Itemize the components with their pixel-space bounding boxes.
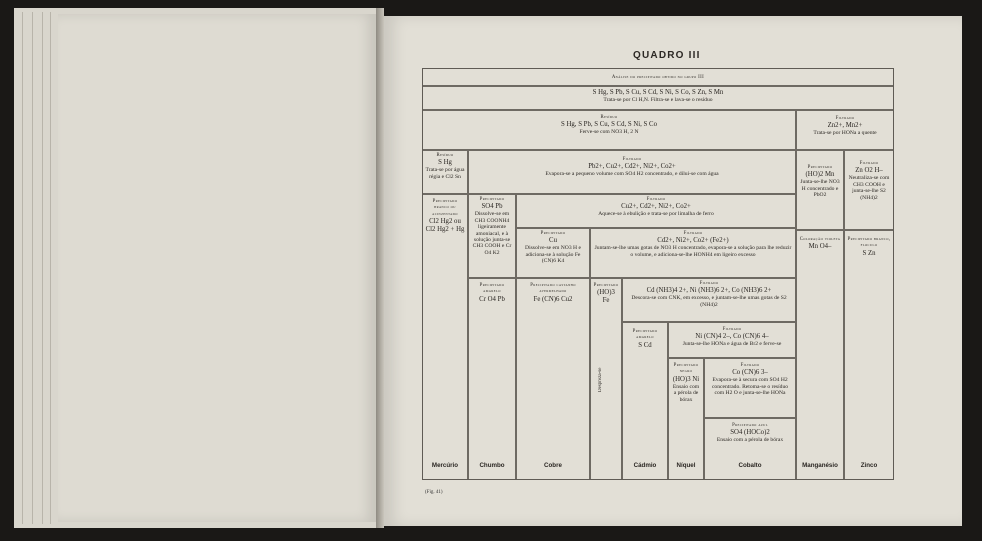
precipitate-mn-text: Junta-se-lhe NO3 H concentrado e PbO2 — [800, 179, 840, 199]
filtrate-pb-text: Evapora-se a pequeno volume com SO4 H2 concentrado, e dilui-se com água — [545, 171, 719, 178]
residue-label: Resíduo — [600, 115, 618, 120]
group-ions: S Hg, S Pb, S Cu, S Cd, S Ni, S Co, S Zn, S Mn — [592, 89, 724, 96]
column-label-zinc: Zinco — [860, 462, 878, 469]
page-edge — [42, 12, 43, 524]
filtrate-ions: Zn2+, Mn2+ — [827, 122, 863, 130]
filtrate-nh3-cell — [622, 278, 796, 322]
precipitate-ni-label: Precipitado negro — [673, 363, 699, 375]
precipitate-cd-label: Precipitado amarelo — [632, 329, 658, 341]
filtrate-cd-ions: Cd2+, Ni2+, Co2+ (Fe2+) — [657, 237, 729, 245]
page-title: QUADRO III — [633, 50, 701, 61]
precipitate-fe-label: Precipitado — [593, 283, 619, 288]
filtrate-nh3-ions: Cd (NH3)4 2+, Ni (NH3)6 2+, Co (NH3)6 2+ — [646, 287, 772, 295]
group-treatment: Trata-se por Cl H,N. Filtra-se e lava-se o resíduo — [603, 97, 713, 103]
discard-label: Despreza-se — [598, 367, 603, 393]
filtrate-text: Trata-se por HONa a quente — [813, 130, 877, 137]
filtrate-zn-mn-cell — [796, 110, 894, 150]
filtrate-co-cell — [704, 358, 796, 418]
filtrate-zn-ions: Zn O2 H– — [855, 167, 883, 175]
filtrate-pb-label: Filtrado — [622, 157, 642, 162]
precipitate-zn-label: Precipitado branco, floculo — [847, 237, 891, 249]
column-label-cadmium: Cádmio — [633, 462, 657, 469]
precipitate-ni-text: Ensaio com a pérola de bórax — [672, 383, 700, 403]
precipitate-hg-cell — [422, 194, 468, 480]
precipitate-cu-cell — [516, 228, 590, 278]
left-page-blank — [58, 14, 376, 522]
precipitate-hg-text: Cl2 Hg2 ou Cl2 Hg2 + Hg — [425, 218, 465, 234]
filtrate-cu-ions: Cu2+, Cd2+, Ni2+, Co2+ — [621, 203, 691, 211]
filtrate-cu-cell — [516, 194, 796, 228]
analysis-header-text: Análise do precipitado obtido no grupo III — [611, 75, 705, 80]
precipitate-blue-text: Ensaio com a pérola de bórax — [716, 437, 784, 444]
precipitate-yellow-pb-label: Precipitado amarelo — [479, 283, 505, 295]
filtrate-cd-label: Filtrado — [683, 231, 703, 236]
filtrate-cu-text: Aquece-se à ebulição e trata-se por limalha de ferro — [598, 211, 714, 218]
precipitate-cu-text: Dissolve-se em NO3 H e adiciona-se à solução Fe (CN)6 K4 — [525, 245, 581, 265]
filtrate-co-ions: Co (CN)6 3– — [732, 369, 768, 377]
precipitate-zn-cell — [844, 230, 894, 480]
precipitate-hg-label: Precipitado branco ou acinzentado — [432, 199, 458, 217]
column-label-mercury: Mercúrio — [431, 462, 459, 469]
residue-cell — [422, 110, 796, 150]
filtrate-zn-label: Filtrado — [859, 161, 879, 166]
precipitate-cd-ions: S Cd — [638, 341, 652, 349]
precipitate-mn-label: Precipitado — [807, 165, 833, 170]
precipitate-brown-cell — [516, 278, 590, 480]
precipitate-cu-label: Precipitado — [540, 231, 566, 236]
book-gutter — [376, 8, 384, 528]
precipitate-cd-cell — [622, 322, 668, 480]
residue-hg-ions: S Hg — [438, 159, 452, 167]
precipitate-pb-text: Dissolve-se em CH3 COONH4 ligeiramente amoniacal, e à solução junta-se CH3 COOH e Cr O4 K2 — [472, 211, 512, 256]
filtrate-cu-label: Filtrado — [646, 197, 666, 202]
filtrate-co-text: Evapora-se à secura com SO4 H2 concentrado. Retoma-se o resíduo com H2 O e junta-se-lhe HONa — [711, 377, 789, 397]
filtrate-cn-cell — [668, 322, 796, 358]
filtrate-cd-cell — [590, 228, 796, 278]
coloration-ions: Mn O4– — [808, 243, 832, 251]
filtrate-zn-cell — [844, 150, 894, 230]
precipitate-yellow-pb-cell — [468, 278, 516, 480]
filtrate-co-label: Filtrado — [740, 363, 760, 368]
precipitate-blue-label: Precipitado azul — [732, 423, 768, 428]
precipitate-brown-ions: Fe (CN)6 Cu2 — [533, 295, 573, 303]
filtrate-pb-ions: Pb2+, Cu2+, Cd2+, Ni2+, Co2+ — [588, 163, 676, 171]
page-edge — [32, 12, 33, 524]
group-ions-row — [422, 86, 894, 110]
column-label-manganese: Manganésio — [802, 462, 838, 469]
precipitate-mn-cell — [796, 150, 844, 230]
precipitate-blue-cell — [704, 418, 796, 480]
column-label-cobalt: Cobalto — [738, 462, 762, 469]
precipitate-brown-label: Precipitado castanho avermelhado — [530, 283, 576, 295]
precipitate-pb-cell — [468, 194, 516, 278]
coloration-cell — [796, 230, 844, 480]
residue-hg-cell — [422, 150, 468, 194]
page-edge — [22, 12, 23, 524]
filtrate-nh3-label: Filtrado — [699, 281, 719, 286]
filtrate-cn-ions: Ni (CN)4 2–, Co (CN)6 4– — [695, 333, 769, 341]
precipitate-ni-ions: (HO)3 Ni — [672, 375, 700, 383]
residue-text: Ferve-se com NO3 H, 2 N — [579, 129, 639, 136]
figure-label: (Fig. 41) — [425, 490, 443, 495]
column-label-copper: Cobre — [544, 462, 562, 469]
coloration-label: Coloração violeta — [799, 237, 841, 242]
residue-hg-label: Resíduo — [436, 153, 454, 158]
filtrate-cd-text: Juntam-se-lhe umas gotas de NO3 H concentrado, evapora-se a solução para lhe reduzir o volume, e adiciona-se-lhe HONH4 em ligeiro excesso — [594, 245, 792, 258]
filtrate-nh3-text: Descora-se com CNK, em excesso, e juntam-se-lhe umas gotas de S2 (NH4)2 — [631, 295, 787, 308]
page-edge — [50, 12, 51, 524]
analysis-header — [422, 68, 894, 86]
column-label-nickel: Níquel — [676, 462, 696, 469]
precipitate-pb-label: Precipitado — [479, 197, 505, 202]
column-label-lead: Chumbo — [479, 462, 505, 469]
filtrate-cn-text: Junta-se-lhe HONa e água de Br2 e ferve-se — [682, 341, 782, 348]
residue-hg-text: Trata-se por água régia e Cl2 Sn — [425, 167, 465, 180]
precipitate-fe-ions: (HO)3 Fe — [597, 289, 615, 305]
precipitate-pb-ions: SO4 Pb — [481, 203, 503, 211]
residue-ions: S Hg, S Pb, S Cu, S Cd, S Ni, S Co — [561, 121, 657, 129]
filtrate-zn-text: Neutraliza-se com CH3 COOH e junta-se-lhe S2 (NH4)2 — [848, 175, 890, 201]
filtrate-cn-label: Filtrado — [722, 327, 742, 332]
filtrate-label: Filtrado — [835, 116, 855, 121]
precipitate-mn-ions: (HO)2 Mn — [805, 171, 835, 179]
filtrate-pb-cell — [468, 150, 796, 194]
precipitate-yellow-pb-ions: Cr O4 Pb — [479, 295, 505, 303]
precipitate-zn-ions: S Zn — [862, 249, 876, 257]
precipitate-blue-ions: SO4 (HOCo)2 — [730, 429, 770, 437]
precipitate-cu-ions: Cu — [549, 237, 557, 245]
